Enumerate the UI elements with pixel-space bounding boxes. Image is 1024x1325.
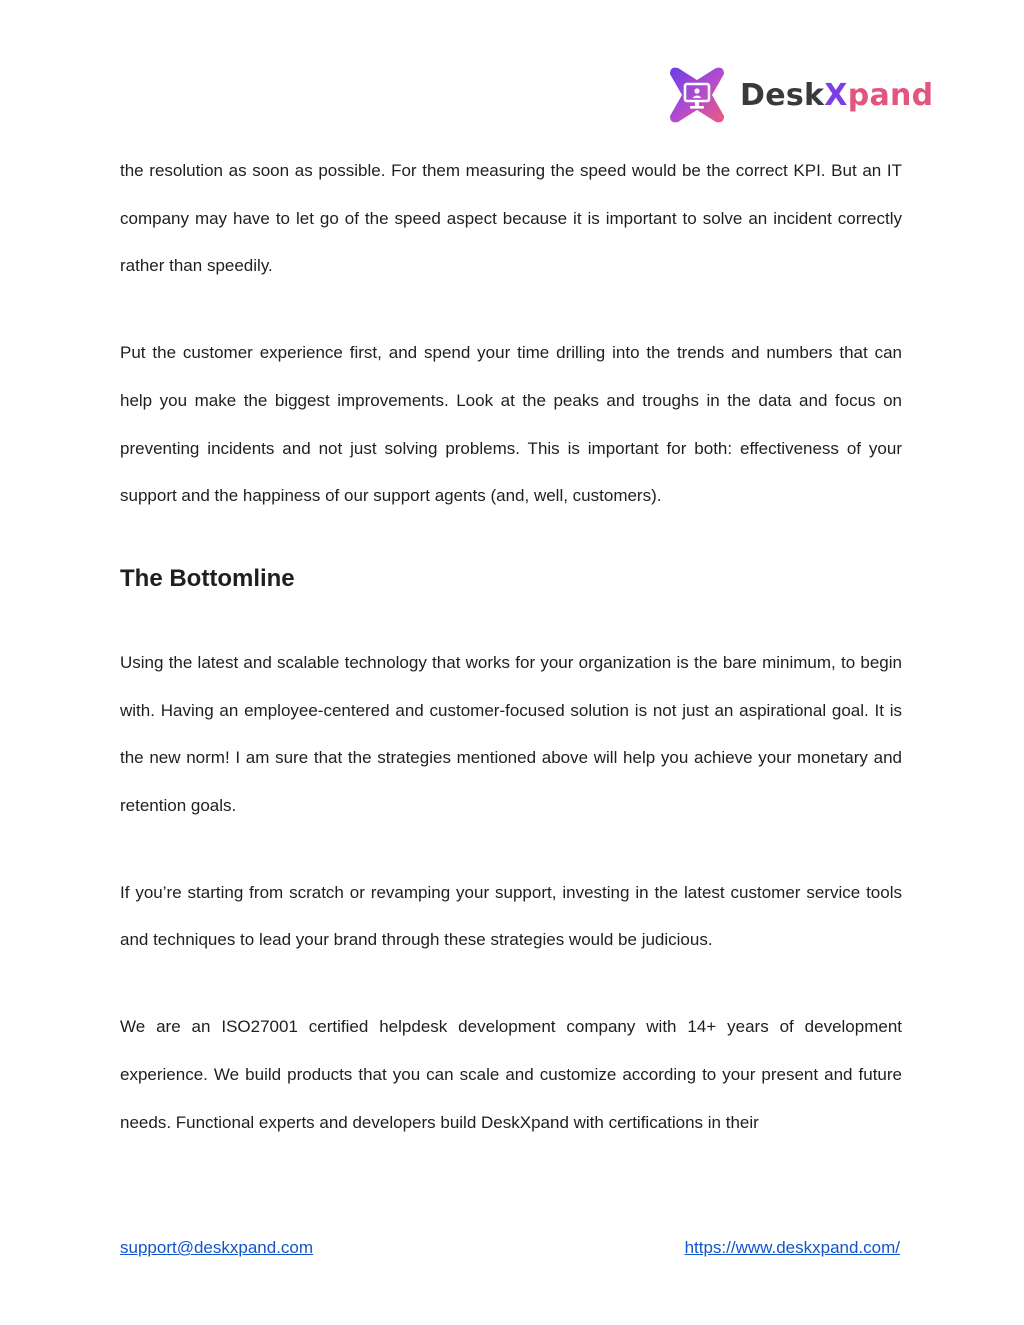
deskxpand-logo xyxy=(664,60,944,130)
logo-wordmark: DeskXpand xyxy=(740,77,934,113)
page-footer xyxy=(120,1238,902,1264)
support-email-link[interactable]: support@deskxpand.com xyxy=(120,1238,314,1257)
paragraph-resolution-speed: the resolution as soon as possible. For them measuring the speed would be the correct KPI. But an IT company may have to let go of the speed aspect because it is important to solve an incident correctly rather than speedily. xyxy=(120,161,902,276)
paragraph-iso-certified: We are an ISO27001 certified helpdesk development company with 14+ years of development experience. We build products that you can scale and customize according to your present and future needs. Functional experts and developers build DeskXpand with certifications in their xyxy=(120,1017,902,1132)
section-heading-bottomline: The Bottomline xyxy=(120,564,295,592)
document-body xyxy=(120,147,902,1185)
paragraph-customer-experience: Put the customer experience first, and spend your time drilling into the trends and numbers that can help you make the biggest improvements. Look at the peaks and troughs in the data and focus on preventing incidents and not just solving problems. This is important for both: effectiveness of your support and the happiness of our support agents (and, well, customers). xyxy=(120,343,902,506)
paragraph-starting-from-scratch: If you’re starting from scratch or revamping your support, investing in the latest customer service tools and techniques to lead your brand through these strategies would be judicious. xyxy=(120,882,902,950)
website-link[interactable]: https://www.deskxpand.com/ xyxy=(684,1238,900,1257)
desk-monitor-cross-icon xyxy=(664,62,730,128)
paragraph-latest-technology: Using the latest and scalable technology that works for your organization is the bare minimum, to begin with. Having an employee-centered and customer-focused solution is not just an aspirational goal. It is the new norm! I am sure that the strategies mentioned above will help you achieve your monetary and retention goals. xyxy=(120,652,902,816)
